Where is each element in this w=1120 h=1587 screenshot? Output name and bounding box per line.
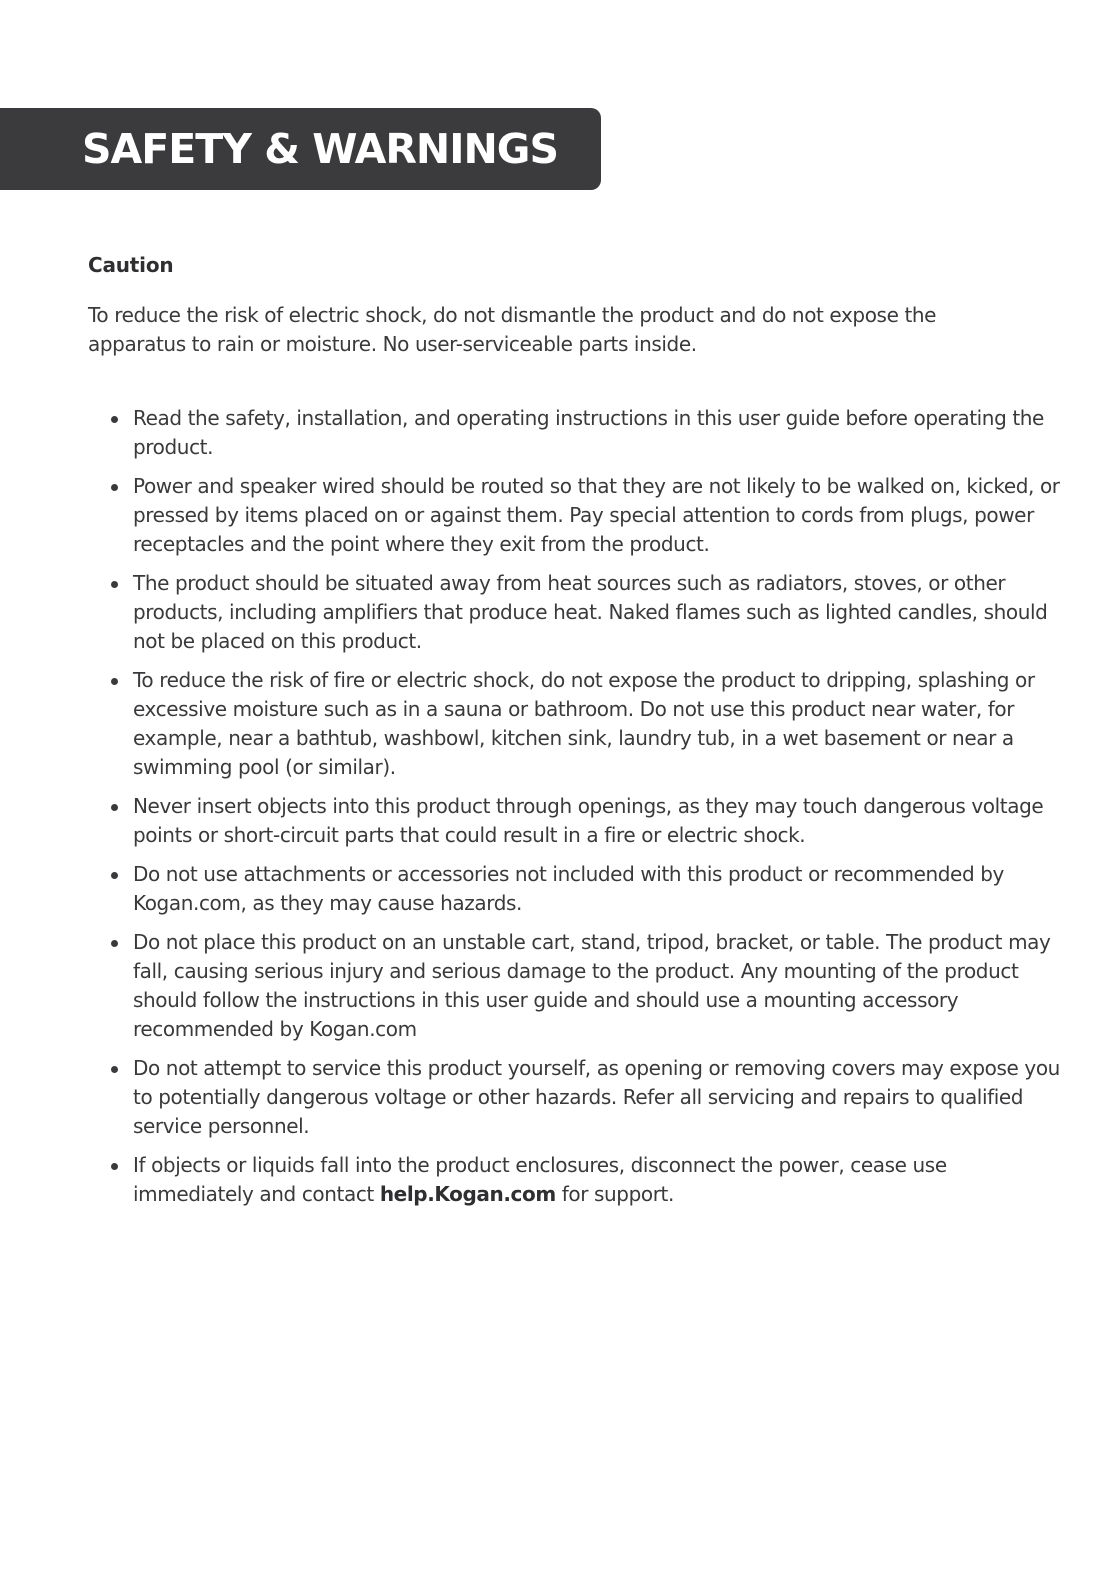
warning-item — [0, 1151, 1120, 1209]
page-title: SAFETY & WARNINGS — [82, 125, 558, 173]
bullet-icon — [111, 804, 118, 811]
warning-item — [0, 569, 1120, 656]
caution-text: To reduce the risk of electric shock, do not dismantle the product and do not expose the apparatus to rain or moisture. No user-serviceable parts inside. — [88, 303, 937, 356]
warning-text-before-link: If objects or liquids fall into the product enclosures, disconnect the power, cease use immediately and contact — [133, 1153, 947, 1206]
warning-item — [0, 928, 1120, 1044]
warning-text: Do not place this product on an unstable cart, stand, tripod, bracket, or table. The product may fall, causing serious injury and serious damage to the product. Any mounting of the product should follow the instructions in this user guide and should use a mounting accessory recommended by Kogan.com — [133, 930, 1051, 1041]
warning-item — [0, 792, 1120, 850]
bullet-icon — [111, 872, 118, 879]
warning-text-after-link: for support. — [555, 1182, 674, 1206]
bullet-icon — [111, 1066, 118, 1073]
section-header-banner — [0, 108, 601, 190]
warning-text: Do not use attachments or accessories not included with this product or recommended by Kogan.com, as they may cause hazards. — [133, 862, 1004, 915]
bullet-icon — [111, 1163, 118, 1170]
warning-text: Power and speaker wired should be routed so that they are not likely to be walked on, kicked, or pressed by items placed on or against them. Pay special attention to cords from plugs, power receptacles and the point where they exit from the product. — [133, 474, 1060, 556]
bullet-icon — [111, 581, 118, 588]
warning-text — [133, 1153, 947, 1206]
warning-text: Read the safety, installation, and operating instructions in this user guide before operating the product. — [133, 406, 1044, 459]
warning-item — [0, 472, 1120, 559]
support-link[interactable]: help.Kogan.com — [379, 1182, 556, 1206]
bullet-icon — [111, 416, 118, 423]
warning-text: The product should be situated away from heat sources such as radiators, stoves, or other products, including amplifiers that produce heat. Naked flames such as lighted candles, should not be placed on this product. — [133, 571, 1048, 653]
warnings-list — [0, 404, 1120, 1219]
warning-item — [0, 404, 1120, 462]
warning-item — [0, 1054, 1120, 1141]
caution-heading: Caution — [88, 253, 174, 277]
warning-text: Do not attempt to service this product yourself, as opening or removing covers may expose you to potentially dangerous voltage or other hazards. Refer all servicing and repairs to qualified service personnel. — [133, 1056, 1060, 1138]
bullet-icon — [111, 678, 118, 685]
warning-text: Never insert objects into this product through openings, as they may touch dangerous voltage points or short-circuit parts that could result in a fire or electric shock. — [133, 794, 1044, 847]
bullet-icon — [111, 484, 118, 491]
warning-item — [0, 860, 1120, 918]
bullet-icon — [111, 940, 118, 947]
warning-item — [0, 666, 1120, 782]
warning-text: To reduce the risk of fire or electric shock, do not expose the product to dripping, splashing or excessive moisture such as in a sauna or bathroom. Do not use this product near water, for example, near a bathtub, washbowl, kitchen sink, laundry tub, in a wet basement or near a swimming pool (or similar). — [133, 668, 1035, 779]
